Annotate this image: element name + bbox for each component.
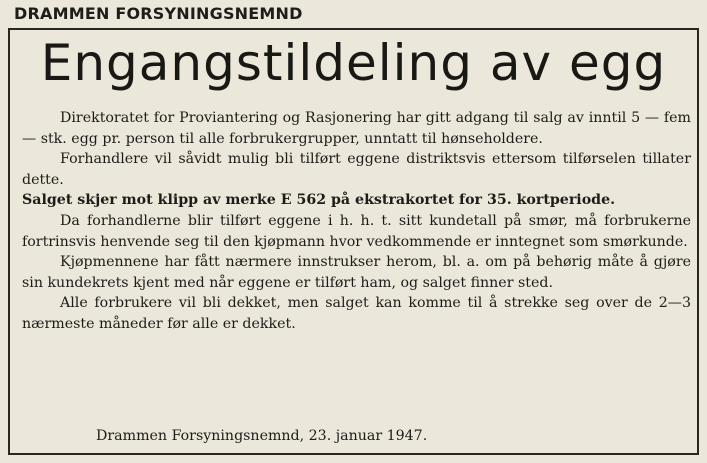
paragraph-4: Da forhandlerne blir tilført eggene i h. h. t. sitt kundetall på smør, må forbrukerne fortrinsvis henvende seg til den kjøpmann hvor vedkommende er inntegnet som smørkunde.: [22, 212, 691, 250]
paragraph-3-bold: Salget skjer mot klipp av merke E 562 på ekstrakortet for 35. kortperiode.: [22, 192, 616, 209]
frame-right-rule: [697, 28, 699, 455]
frame-bottom-rule: [8, 453, 699, 455]
headline: Engangstildeling av egg: [40, 34, 667, 92]
frame-top-rule: [8, 28, 699, 30]
paragraph-5: Kjøpmennene har fått nærmere innstrukser herom, bl. a. om på behørig måte å gjøre sin kundekrets kjent med når eggene er tilført ham, og salget finner sted.: [22, 254, 691, 291]
paragraph-6: Alle forbrukere vil bli dekket, men salget kan komme til å strekke seg over de 2—3 nærmeste måneder før alle er dekket.: [22, 295, 691, 332]
paragraph-2: Forhandlere vil såvidt mulig bli tilført eggene distriktsvis ettersom tilførselen tillater dette.: [22, 151, 691, 188]
signature-line: Drammen Forsyningsnemnd, 23. januar 1947.: [96, 428, 428, 444]
organization-name: DRAMMEN FORSYNINGSNEMND: [14, 4, 303, 23]
announcement-body: [22, 108, 691, 335]
frame-left-rule: [8, 28, 10, 455]
paragraph-1: Direktoratet for Proviantering og Rasjonering har gitt adgang til salg av inntil 5 — fem — stk. egg pr. person til alle forbrukergrupper, unntatt til hønseholdere.: [22, 110, 691, 147]
